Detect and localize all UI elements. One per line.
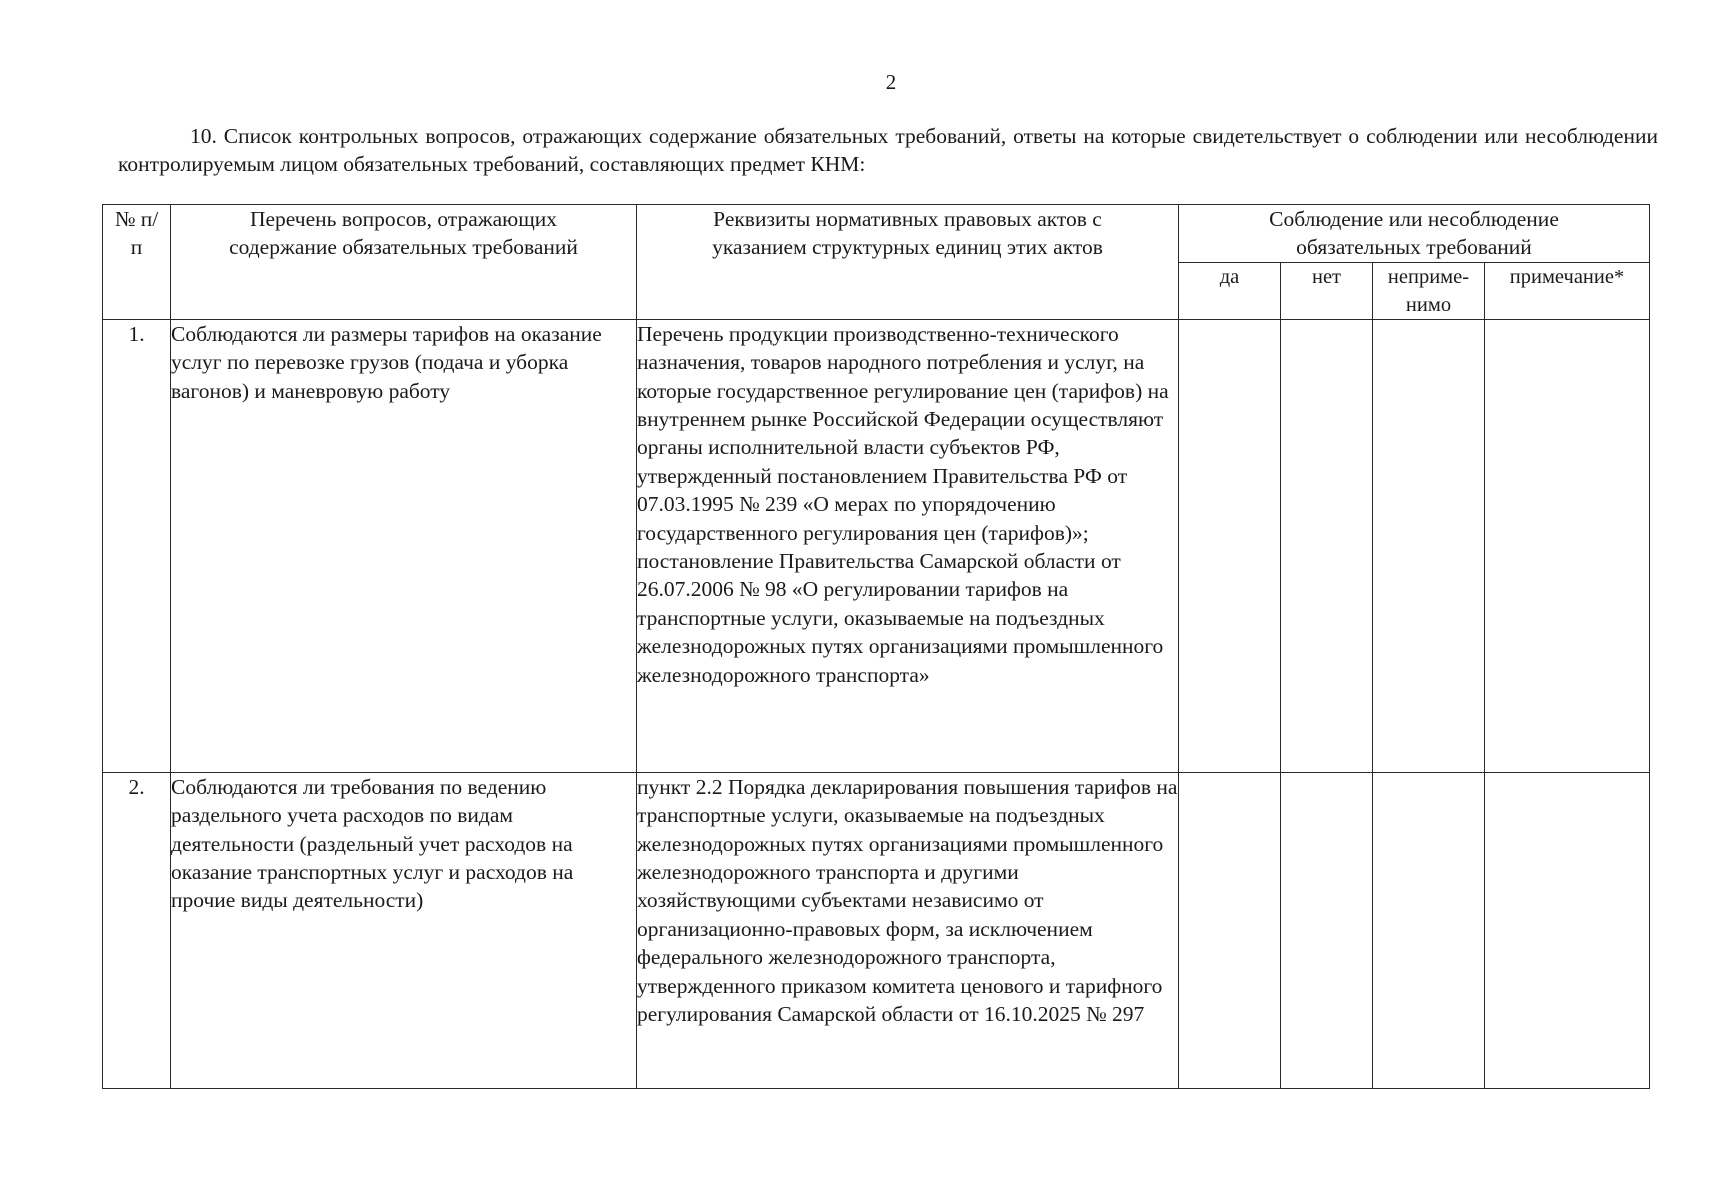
header-acts-label: Реквизиты нормативных правовых актов с указанием структурных единиц этих актов [712,207,1103,260]
row-no-cell [1281,319,1373,772]
header-no: нет [1281,262,1373,319]
row-acts: Перечень продукции производственно-технического назначения, товаров народного потребления и услуг, на которые государственное регулирование цен (тарифов) на внутреннем рынке Российской Федерации осуществляют органы исполнительной власти субъектов РФ, утвержденный постановлением Правительства РФ от 07.03.1995 № 239 «О мерах по упорядочению государственного регулирования цен (тарифов)»; постановление Правительства Самарской области от 26.07.2006 № 98 «О регулировании тарифов на транспортные услуги, оказываемые на подъездных железнодорожных путях организациями промышленного железнодорожного транспорта» [637,319,1179,772]
header-compliance-label: Соблюдение или несоблюдение обязательных требований [1269,207,1559,260]
row-acts: пункт 2.2 Порядка декларирования повышения тарифов на транспортные услуги, оказываемые на подъездных железнодорожных путях организациями промышленного железнодорожного транспорта и другими хозяйствующими субъектами независимо от организационно-правовых форм, за исключением федерального железнодорожного транспорта, утвержденного приказом комитета ценового и тарифного регулирования Самарской области от 16.10.2025 № 297 [637,772,1179,1088]
row-number: 2. [103,772,171,1088]
intro-paragraph: 10. Список контрольных вопросов, отражающих содержание обязательных требований, ответы на которые свидетельствует о соблюдении или несоблюдении контролируемым лицом обязательных требований, составляющих предмет КНМ: [118,124,1658,176]
row-yes-cell [1179,319,1281,772]
row-note-cell [1485,772,1650,1088]
row-number: 1. [103,319,171,772]
row-not-applicable-cell [1373,772,1485,1088]
table-row [103,772,1650,1088]
header-compliance-group [1179,205,1650,263]
header-yes: да [1179,262,1281,319]
row-not-applicable-cell [1373,319,1485,772]
checklist-table [102,204,1650,1089]
header-acts [637,205,1179,320]
row-question: Соблюдаются ли требования по ведению раздельного учета расходов по видам деятельности (раздельный учет расходов на оказание транспортных услуг и расходов на прочие виды деятельности) [171,772,637,1088]
page-number: 2 [885,70,897,94]
row-question: Соблюдаются ли размеры тарифов на оказание услуг по перевозке грузов (подача и уборка вагонов) и маневровую работу [171,319,637,772]
header-number [103,205,171,320]
header-number-label: № п/п [114,207,159,260]
table-row [103,319,1650,772]
header-not-applicable [1373,262,1485,319]
header-not-applicable-label: неприме-нимо [1387,265,1470,316]
header-question [171,205,637,320]
header-question-label: Перечень вопросов, отражающих содержание обязательных требований [229,207,578,260]
row-no-cell [1281,772,1373,1088]
row-note-cell [1485,319,1650,772]
header-note: примечание* [1485,262,1650,319]
row-yes-cell [1179,772,1281,1088]
